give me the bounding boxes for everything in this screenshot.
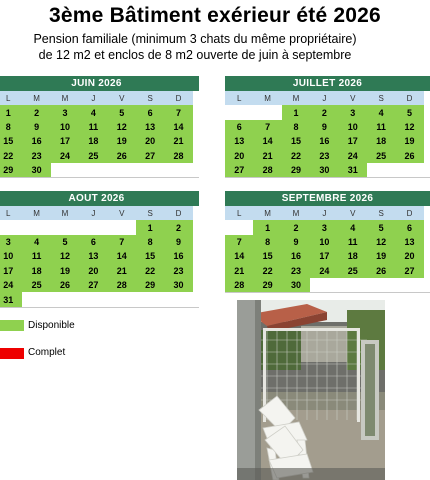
day-cell[interactable]: 5 [51, 235, 79, 249]
day-cell[interactable]: 6 [395, 220, 423, 234]
day-cell[interactable]: 30 [310, 163, 338, 177]
day-cell[interactable]: 1 [0, 105, 22, 119]
day-cell[interactable]: 23 [282, 264, 310, 278]
weekday-label: M [51, 91, 79, 105]
empty-cell [108, 220, 136, 234]
day-cell[interactable]: 11 [22, 249, 50, 263]
day-cell[interactable]: 7 [108, 235, 136, 249]
day-cell[interactable]: 12 [108, 120, 136, 134]
legend-complete-swatch [0, 348, 24, 359]
empty-cell [51, 292, 79, 306]
day-cell[interactable]: 22 [282, 149, 310, 163]
day-cell[interactable]: 24 [0, 278, 22, 292]
day-cell[interactable]: 9 [164, 235, 192, 249]
weekday-label: D [395, 91, 423, 105]
day-cell[interactable]: 21 [225, 264, 253, 278]
day-cell[interactable]: 30 [22, 163, 50, 177]
day-cell[interactable]: 1 [136, 220, 164, 234]
day-cell[interactable]: 3 [310, 220, 338, 234]
day-cell[interactable]: 16 [22, 134, 50, 148]
calendar-july [225, 76, 430, 178]
day-cell[interactable]: 10 [339, 120, 367, 134]
empty-cell [108, 163, 136, 177]
empty-cell [0, 220, 22, 234]
day-cell[interactable]: 29 [0, 163, 22, 177]
weekday-label: J [310, 206, 338, 220]
weekday-label: J [79, 91, 107, 105]
day-cell[interactable]: 28 [164, 149, 192, 163]
empty-cell [339, 278, 367, 292]
weekday-label: M [282, 206, 310, 220]
empty-cell [51, 163, 79, 177]
day-cell[interactable]: 6 [79, 235, 107, 249]
day-cell[interactable]: 15 [136, 249, 164, 263]
weekday-label: M [22, 206, 50, 220]
day-cell[interactable]: 10 [310, 235, 338, 249]
calendar-september [225, 191, 430, 293]
empty-cell [310, 278, 338, 292]
day-cell[interactable]: 2 [22, 105, 50, 119]
day-cell[interactable]: 28 [108, 278, 136, 292]
day-cell[interactable]: 15 [253, 249, 281, 263]
empty-cell [164, 163, 192, 177]
subtitle-line-2: de 12 m2 et enclos de 8 m2 ouverte de juin à septembre [38, 48, 352, 62]
weekday-label: S [136, 206, 164, 220]
day-cell[interactable]: 24 [51, 149, 79, 163]
day-cell[interactable]: 4 [22, 235, 50, 249]
page-title: 3ème Bâtiment exérieur été 2026 [49, 4, 381, 27]
weekday-label: D [164, 91, 192, 105]
day-cell[interactable]: 13 [395, 235, 423, 249]
day-cell[interactable]: 16 [282, 249, 310, 263]
day-cell[interactable]: 11 [79, 120, 107, 134]
empty-cell [367, 278, 395, 292]
month-header: AOUT 2026 [0, 191, 199, 206]
day-cell[interactable]: 19 [395, 134, 423, 148]
day-cell[interactable]: 1 [282, 105, 310, 119]
weekday-label: S [136, 91, 164, 105]
day-cell[interactable]: 8 [0, 120, 22, 134]
day-cell[interactable]: 21 [108, 264, 136, 278]
day-cell[interactable]: 7 [253, 120, 281, 134]
day-cell[interactable]: 31 [339, 163, 367, 177]
day-cell[interactable]: 18 [367, 134, 395, 148]
legend-available-swatch [0, 320, 24, 331]
day-cell[interactable]: 29 [136, 278, 164, 292]
day-cell[interactable]: 3 [51, 105, 79, 119]
day-cell[interactable]: 15 [0, 134, 22, 148]
empty-cell [51, 220, 79, 234]
day-cell[interactable]: 25 [79, 149, 107, 163]
empty-cell [79, 220, 107, 234]
empty-cell [253, 105, 281, 119]
weekday-label: V [339, 206, 367, 220]
day-cell[interactable]: 5 [395, 105, 423, 119]
weekday-label: M [51, 206, 79, 220]
legend-complete-label: Complet [28, 347, 66, 358]
day-cell[interactable]: 19 [51, 264, 79, 278]
day-cell[interactable]: 10 [51, 120, 79, 134]
day-cell[interactable]: 13 [79, 249, 107, 263]
empty-cell [395, 163, 423, 177]
day-cell[interactable]: 19 [108, 134, 136, 148]
day-cell[interactable]: 27 [136, 149, 164, 163]
day-cell[interactable]: 26 [51, 278, 79, 292]
day-cell[interactable]: 16 [310, 134, 338, 148]
day-cell[interactable]: 14 [108, 249, 136, 263]
day-cell[interactable]: 20 [395, 249, 423, 263]
day-cell[interactable]: 27 [225, 163, 253, 177]
weekday-label: J [310, 91, 338, 105]
day-cell[interactable]: 23 [310, 149, 338, 163]
empty-cell [225, 220, 253, 234]
legend-available-label: Disponible [28, 320, 75, 331]
day-cell[interactable]: 25 [22, 278, 50, 292]
calendar-june [0, 76, 199, 178]
weekday-label: D [395, 206, 423, 220]
weekday-label: M [22, 91, 50, 105]
enclosure-photo-icon [237, 300, 385, 480]
day-cell[interactable]: 2 [310, 105, 338, 119]
empty-cell [395, 278, 423, 292]
day-cell[interactable]: 17 [51, 134, 79, 148]
day-cell[interactable]: 18 [79, 134, 107, 148]
empty-cell [367, 163, 395, 177]
day-cell[interactable]: 1 [253, 220, 281, 234]
enclosure-photo [237, 300, 385, 480]
day-cell[interactable]: 29 [253, 278, 281, 292]
day-cell[interactable]: 5 [108, 105, 136, 119]
day-cell[interactable]: 12 [367, 235, 395, 249]
calendar-grid [0, 91, 199, 178]
empty-cell [225, 105, 253, 119]
day-cell[interactable]: 8 [282, 120, 310, 134]
weekday-label: M [253, 206, 281, 220]
day-cell[interactable]: 22 [253, 264, 281, 278]
weekday-label: M [282, 91, 310, 105]
day-cell[interactable]: 4 [79, 105, 107, 119]
day-cell[interactable]: 20 [79, 264, 107, 278]
day-cell[interactable]: 20 [225, 149, 253, 163]
day-cell[interactable]: 2 [164, 220, 192, 234]
day-cell[interactable]: 13 [136, 120, 164, 134]
day-cell[interactable]: 24 [339, 149, 367, 163]
month-header: SEPTEMBRE 2026 [225, 191, 430, 206]
weekday-label: L [225, 91, 253, 105]
day-cell[interactable]: 21 [164, 134, 192, 148]
day-cell[interactable]: 15 [282, 134, 310, 148]
day-cell[interactable]: 8 [136, 235, 164, 249]
weekday-label: L [0, 91, 22, 105]
day-cell[interactable]: 25 [367, 149, 395, 163]
day-cell[interactable]: 6 [136, 105, 164, 119]
empty-cell [22, 220, 50, 234]
calendar-august [0, 191, 199, 308]
day-cell[interactable]: 12 [51, 249, 79, 263]
empty-cell [22, 292, 50, 306]
day-cell[interactable]: 3 [0, 235, 22, 249]
day-cell[interactable]: 20 [136, 134, 164, 148]
day-cell[interactable]: 30 [282, 278, 310, 292]
day-cell[interactable]: 9 [22, 120, 50, 134]
day-cell[interactable]: 27 [395, 264, 423, 278]
empty-cell [79, 292, 107, 306]
day-cell[interactable]: 23 [164, 264, 192, 278]
day-cell[interactable]: 4 [367, 105, 395, 119]
day-cell[interactable]: 31 [0, 292, 22, 306]
day-cell[interactable]: 14 [253, 134, 281, 148]
day-cell[interactable]: 16 [164, 249, 192, 263]
weekday-label: S [367, 206, 395, 220]
subtitle-line-1: Pension familiale (minimum 3 chats du même propriétaire) [33, 32, 357, 46]
day-cell[interactable]: 14 [164, 120, 192, 134]
day-cell[interactable]: 22 [136, 264, 164, 278]
day-cell[interactable]: 3 [339, 105, 367, 119]
day-cell[interactable]: 7 [164, 105, 192, 119]
day-cell[interactable]: 11 [367, 120, 395, 134]
day-cell[interactable]: 5 [367, 220, 395, 234]
day-cell[interactable]: 26 [108, 149, 136, 163]
weekday-label: D [164, 206, 192, 220]
month-header: JUILLET 2026 [225, 76, 430, 91]
empty-cell [79, 163, 107, 177]
weekday-label: V [108, 206, 136, 220]
day-cell[interactable]: 26 [367, 264, 395, 278]
day-cell[interactable]: 25 [339, 264, 367, 278]
day-cell[interactable]: 19 [367, 249, 395, 263]
weekday-label: V [108, 91, 136, 105]
day-cell[interactable]: 14 [225, 249, 253, 263]
day-cell[interactable]: 22 [0, 149, 22, 163]
day-cell[interactable]: 28 [253, 163, 281, 177]
day-cell[interactable]: 17 [339, 134, 367, 148]
day-cell[interactable]: 12 [395, 120, 423, 134]
empty-cell [164, 292, 192, 306]
day-cell[interactable]: 2 [282, 220, 310, 234]
weekday-label: L [225, 206, 253, 220]
day-cell[interactable]: 17 [310, 249, 338, 263]
month-header: JUIN 2026 [0, 76, 199, 91]
empty-cell [136, 163, 164, 177]
day-cell[interactable]: 23 [22, 149, 50, 163]
day-cell[interactable]: 4 [339, 220, 367, 234]
day-cell[interactable]: 30 [164, 278, 192, 292]
day-cell[interactable]: 11 [339, 235, 367, 249]
day-cell[interactable]: 24 [310, 264, 338, 278]
weekday-label: L [0, 206, 22, 220]
calendar-grid [225, 91, 430, 178]
day-cell[interactable]: 7 [225, 235, 253, 249]
calendar-grid [225, 206, 430, 293]
day-cell[interactable]: 9 [282, 235, 310, 249]
day-cell[interactable]: 17 [0, 264, 22, 278]
day-cell[interactable]: 28 [225, 278, 253, 292]
empty-cell [136, 292, 164, 306]
day-cell[interactable]: 18 [339, 249, 367, 263]
weekday-label: J [79, 206, 107, 220]
day-cell[interactable]: 21 [253, 149, 281, 163]
day-cell[interactable]: 18 [22, 264, 50, 278]
day-cell[interactable]: 29 [282, 163, 310, 177]
day-cell[interactable]: 6 [225, 120, 253, 134]
empty-cell [108, 292, 136, 306]
day-cell[interactable]: 13 [225, 134, 253, 148]
day-cell[interactable]: 9 [310, 120, 338, 134]
weekday-label: M [253, 91, 281, 105]
weekday-label: V [339, 91, 367, 105]
weekday-label: S [367, 91, 395, 105]
calendar-grid [0, 206, 199, 308]
day-cell[interactable]: 26 [395, 149, 423, 163]
day-cell[interactable]: 10 [0, 249, 22, 263]
day-cell[interactable]: 27 [79, 278, 107, 292]
day-cell[interactable]: 8 [253, 235, 281, 249]
